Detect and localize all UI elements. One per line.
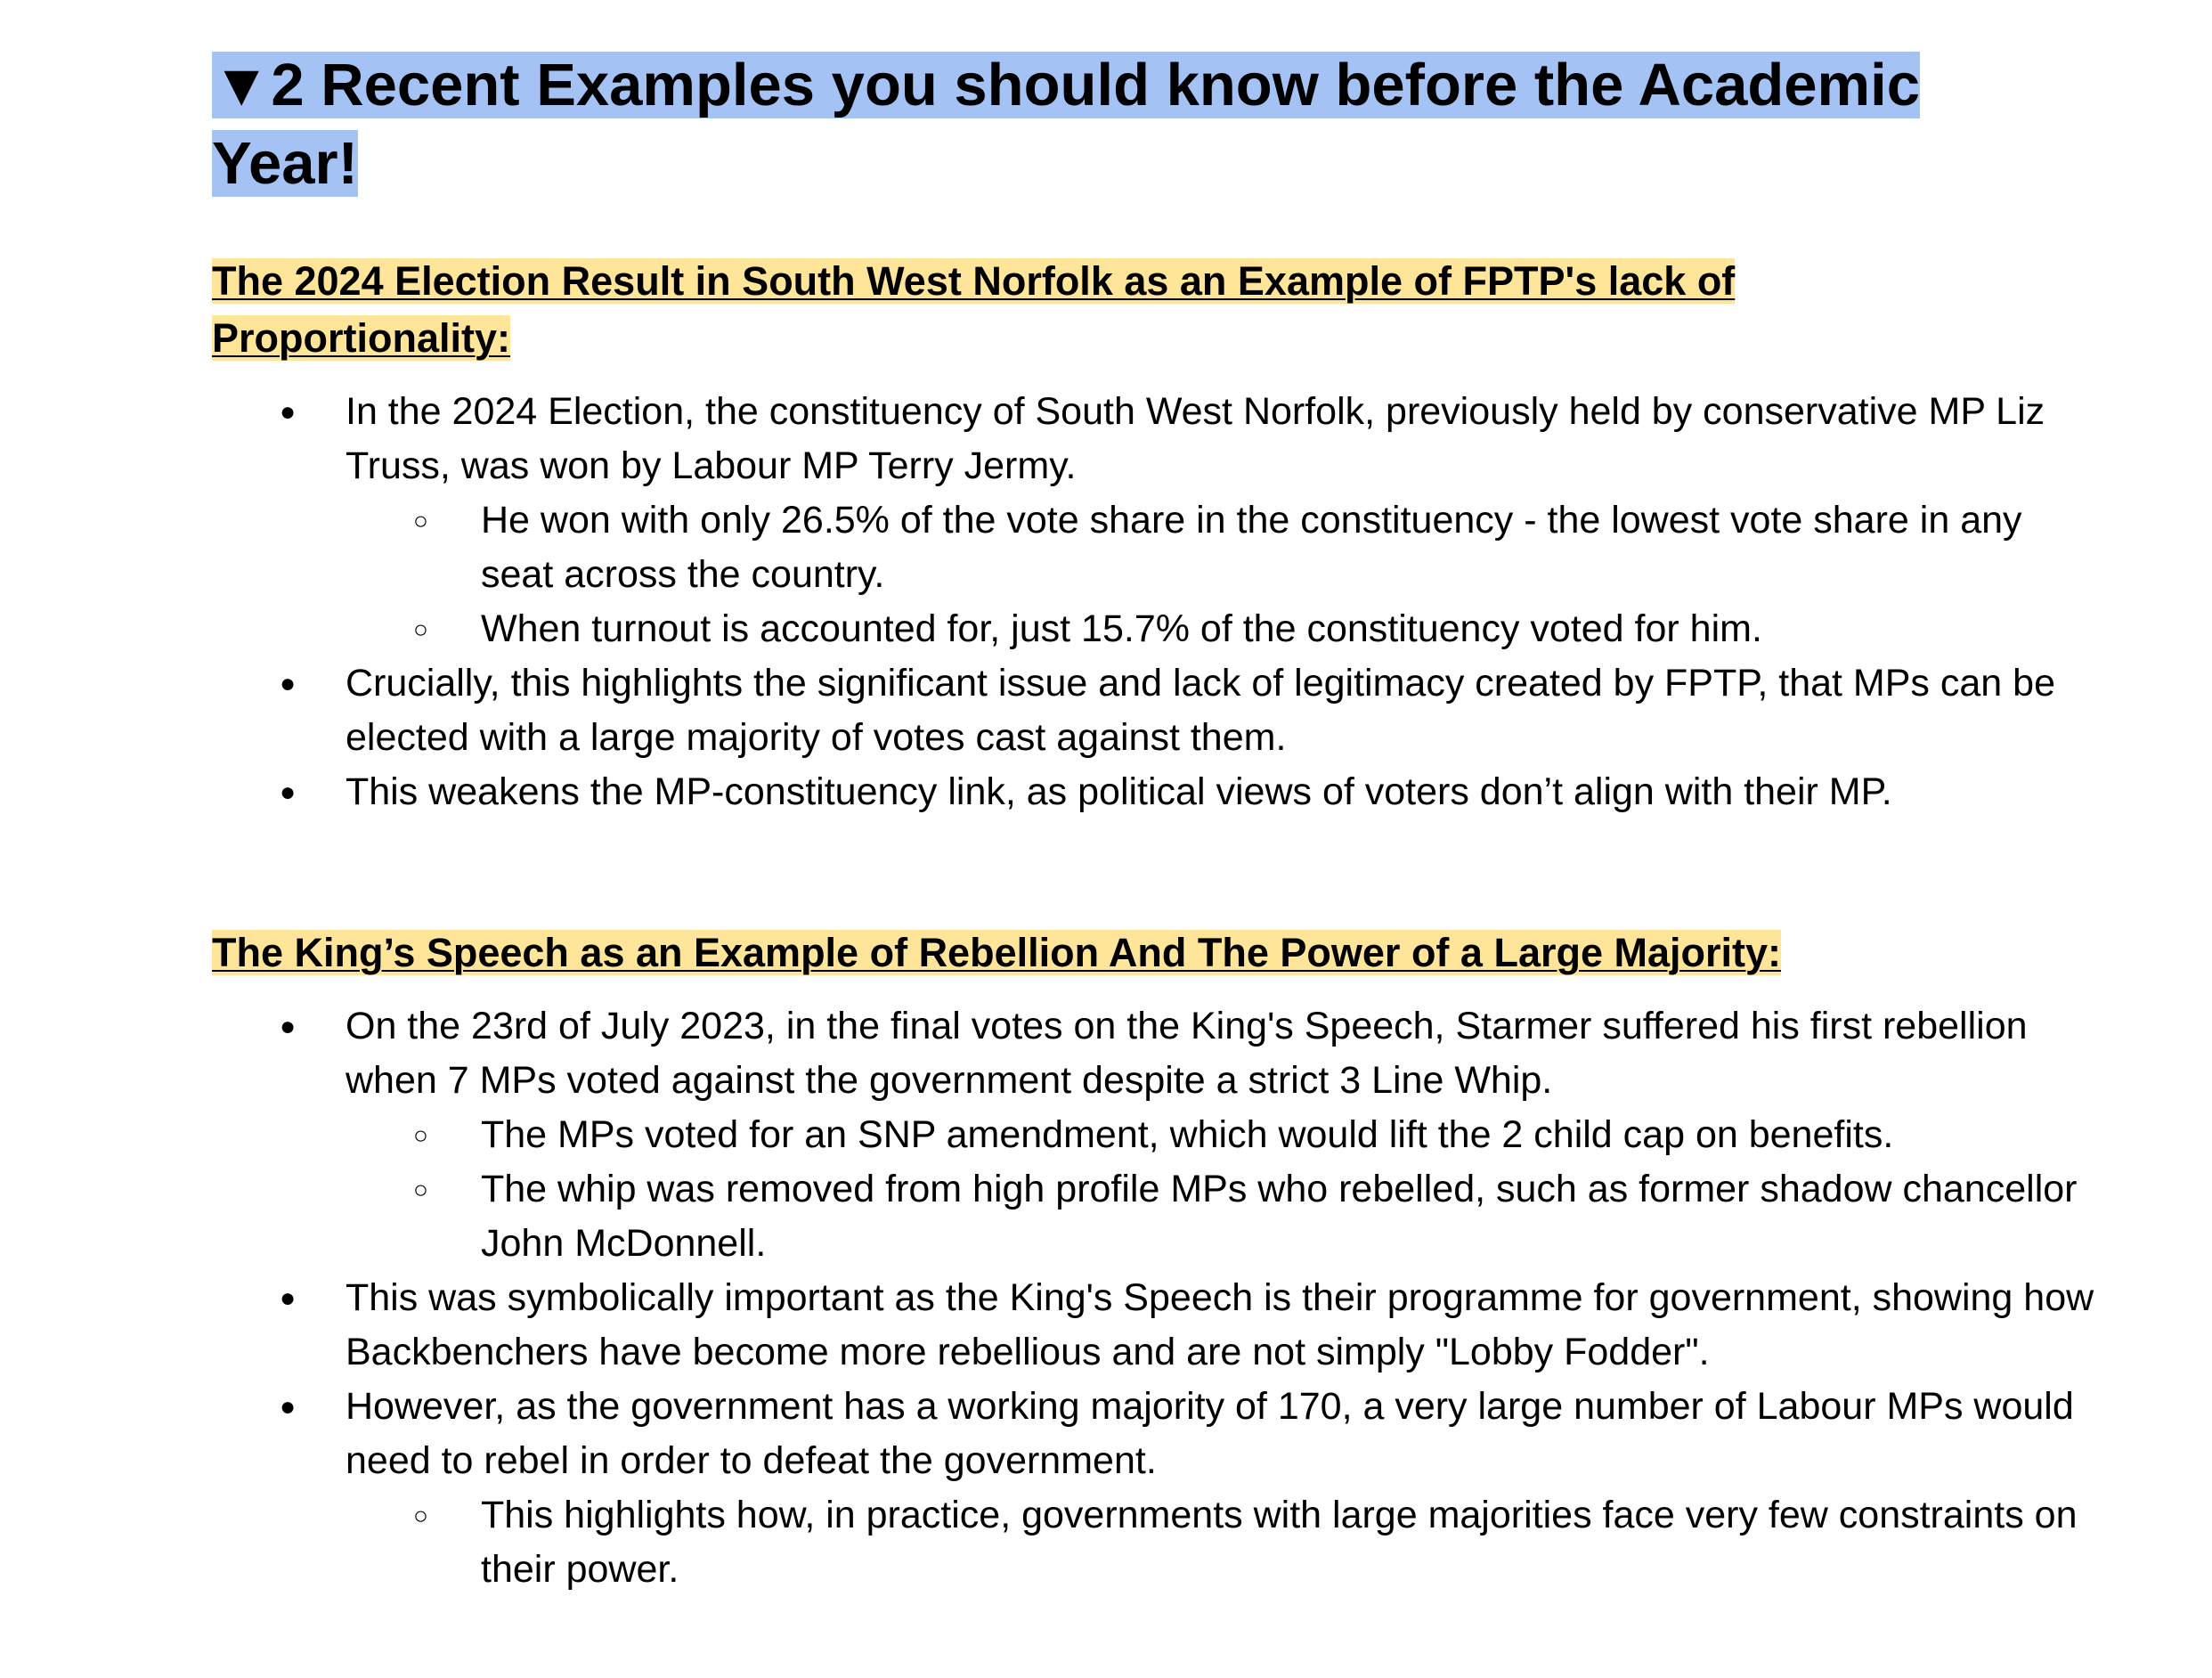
bullet-icon: ●	[280, 397, 297, 427]
sub-list-item-text: The whip was removed from high profile MPs who rebelled, such as former shadow chancellor John McDonnell.	[481, 1168, 2078, 1265]
hollow-bullet-icon: ○	[413, 1121, 428, 1149]
sub-list-item	[212, 1108, 2100, 1162]
bullet-icon: ●	[280, 778, 297, 807]
sub-list-item	[212, 1488, 2100, 1597]
sub-list-item-text: This highlights how, in practice, governments with large majorities face very few constraints on their power.	[481, 1494, 2078, 1591]
bullet-icon: ●	[280, 1012, 297, 1041]
sub-bullet-list	[346, 493, 2100, 656]
list-item	[212, 656, 2100, 765]
sub-bullet-list	[346, 1488, 2100, 1597]
bullet-list-fptp	[212, 385, 2100, 819]
list-item-text: Crucially, this highlights the significant issue and lack of legitimacy created by FPTP, that MPs can be elected with a large majority of votes cast against them.	[346, 662, 2055, 759]
sub-list-item	[212, 1162, 2100, 1271]
list-item-text: In the 2024 Election, the constituency of South West Norfolk, previously held by conservative MP Liz Truss, was won by Labour MP Terry Jermy.	[346, 390, 2045, 487]
section-heading-text: The King’s Speech as an Example of Rebellion And The Power of a Large Majority:	[212, 930, 1782, 975]
document-page	[212, 46, 2100, 1597]
document-title	[212, 46, 2002, 203]
hollow-bullet-icon: ○	[413, 507, 428, 534]
sub-list-item-text: He won with only 26.5% of the vote share in the constituency - the lowest vote share in any seat across the country.	[481, 499, 2022, 596]
section-heading-kings-speech	[212, 925, 1859, 982]
bullet-icon: ●	[280, 1283, 297, 1313]
hollow-bullet-icon: ○	[413, 1502, 428, 1529]
list-item	[212, 385, 2100, 656]
list-item	[212, 1380, 2100, 1597]
bullet-icon: ●	[280, 669, 297, 698]
hollow-bullet-icon: ○	[413, 1176, 428, 1203]
section-heading-fptp	[212, 253, 1859, 367]
sub-list-item	[212, 493, 2100, 602]
list-item	[212, 999, 2100, 1271]
list-item-text: This was symbolically important as the King's Speech is their programme for government, showing how Backbenchers have become more rebellious and are not simply "Lobby Fodder".	[346, 1276, 2094, 1373]
list-item-text: This weakens the MP-constituency link, as political views of voters don’t align with their MP.	[346, 770, 1892, 813]
sub-list-item-text: The MPs voted for an SNP amendment, which would lift the 2 child cap on benefits.	[481, 1113, 1894, 1156]
hollow-bullet-icon: ○	[413, 615, 428, 643]
list-item-text: On the 23rd of July 2023, in the final votes on the King's Speech, Starmer suffered his first rebellion when 7 MPs voted against the government despite a strict 3 Line Whip.	[346, 1005, 2028, 1102]
sub-list-item-text: When turnout is accounted for, just 15.7% of the constituency voted for him.	[481, 607, 1762, 650]
list-item	[212, 765, 2100, 819]
sub-list-item	[212, 602, 2100, 656]
sub-bullet-list	[346, 1108, 2100, 1271]
bullet-list-kings-speech	[212, 999, 2100, 1597]
list-item-text: However, as the government has a working majority of 170, a very large number of Labour MPs would need to rebel in order to defeat the government.	[346, 1385, 2074, 1482]
bullet-icon: ●	[280, 1392, 297, 1421]
document-title-text: ▼2 Recent Examples you should know before the Academic Year!	[212, 52, 1921, 197]
list-item	[212, 1271, 2100, 1380]
section-heading-text: The 2024 Election Result in South West Norfolk as an Example of FPTP's lack of Proportionality:	[212, 258, 1736, 361]
